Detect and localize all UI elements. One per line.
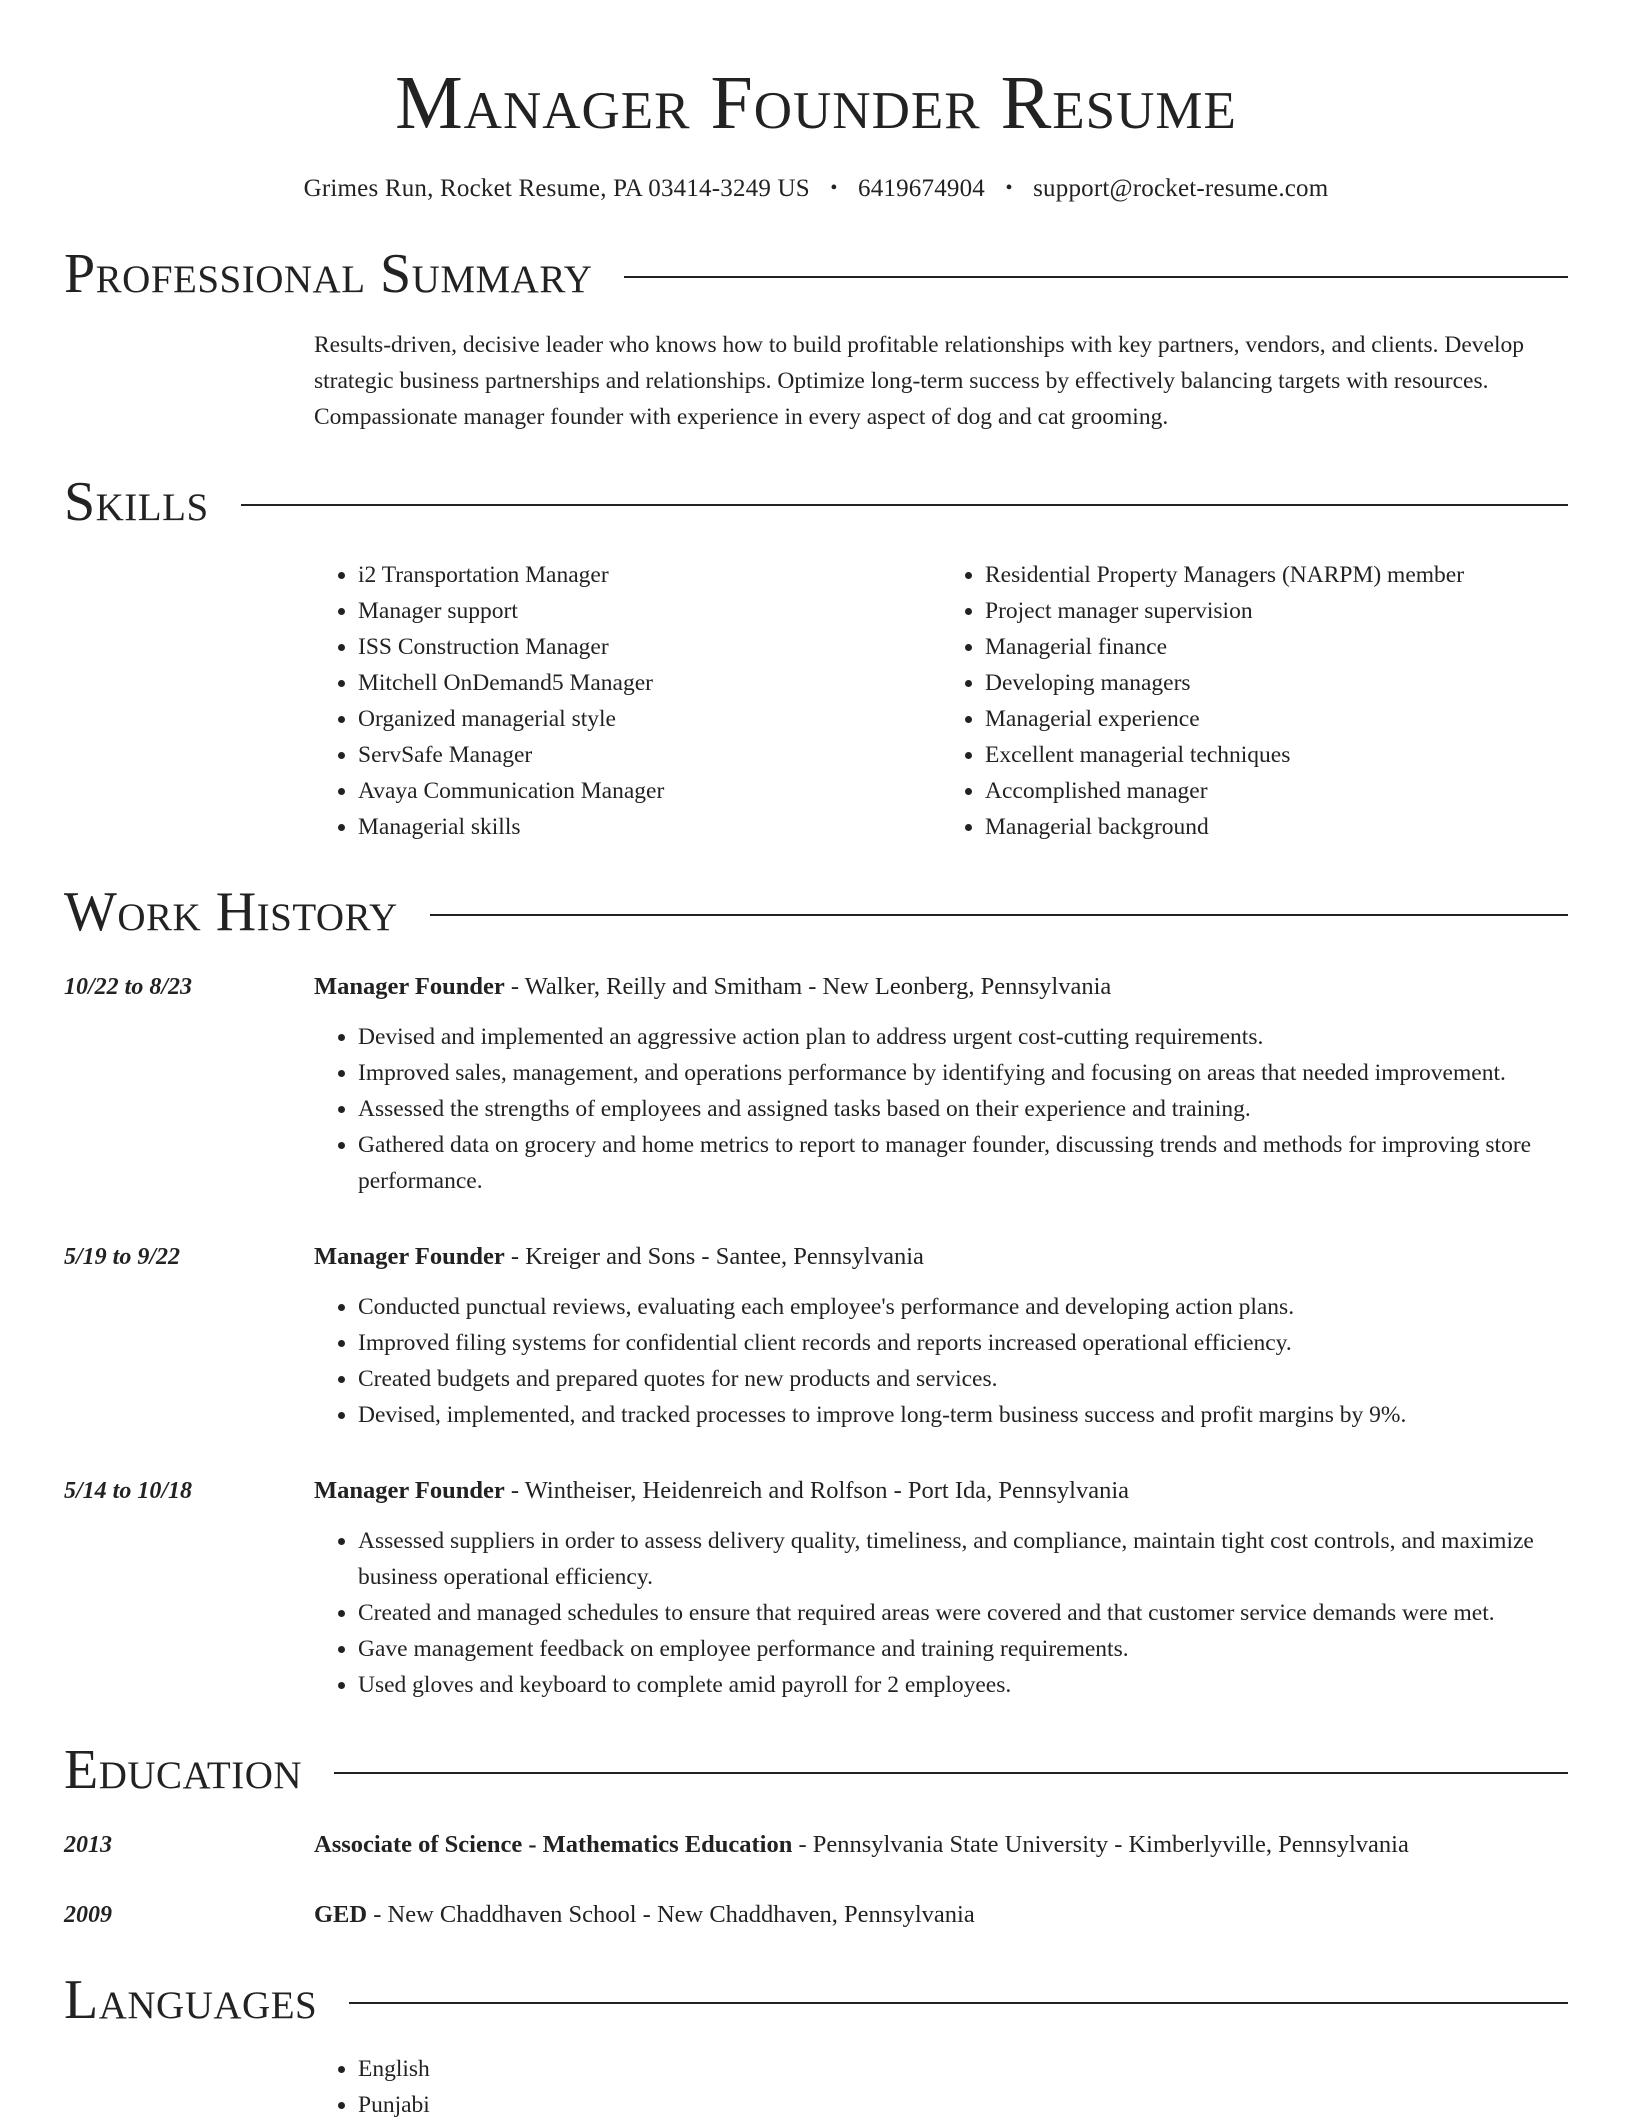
skill-item: • Accomplished manager <box>985 773 1568 809</box>
job-entry <box>64 969 1568 1199</box>
resume-title: Manager Founder Resume <box>395 61 1237 145</box>
education-line <box>314 1897 975 1933</box>
section-divider <box>624 276 1568 278</box>
job-title: Manager Founder <box>314 973 505 1000</box>
job-bullet: • Devised and implemented an aggressive action plan to address urgent cost-cutting requirements. <box>358 1019 1568 1055</box>
language-item: • Punjabi <box>358 2087 1568 2123</box>
languages-section-header <box>64 1965 1568 2035</box>
job-bullet: • Created and managed schedules to ensure that required areas were covered and that customer service demands were met. <box>358 1595 1568 1631</box>
section-heading: Professional Summary <box>64 243 593 305</box>
skill-item: • Residential Property Managers (NARPM) member <box>985 557 1568 593</box>
skill-item: • i2 Transportation Manager <box>358 557 941 593</box>
job-bullet: • Conducted punctual reviews, evaluating each employee's performance and developing action plans. <box>358 1289 1568 1325</box>
job-employer: - Walker, Reilly and Smitham - New Leonberg, Pennsylvania <box>504 973 1112 1000</box>
job-bullet: • Created budgets and prepared quotes for new products and services. <box>358 1361 1568 1397</box>
skill-item: • Managerial background <box>985 809 1568 845</box>
section-heading: Skills <box>64 471 209 533</box>
job-entry <box>64 1473 1568 1703</box>
education-section-header <box>64 1735 1568 1805</box>
job-bullet: • Gave management feedback on employee performance and training requirements. <box>358 1631 1568 1667</box>
skills-list <box>314 557 1568 845</box>
language-item: • English <box>358 2051 1568 2087</box>
skill-item: • Managerial finance <box>985 629 1568 665</box>
languages-bullets <box>314 2051 1568 2123</box>
education-year: 2009 <box>64 1902 112 1928</box>
education-school: - New Chaddhaven School - New Chaddhaven, Pennsylvania <box>367 1901 975 1928</box>
education-school: - Pennsylvania State University - Kimberlyville, Pennsylvania <box>792 1831 1409 1858</box>
job-bullet: • Improved filing systems for confidential client records and reports increased operational efficiency. <box>358 1325 1568 1361</box>
education-degree: Associate of Science - Mathematics Education <box>314 1831 793 1858</box>
job-employer: - Wintheiser, Heidenreich and Rolfson - Port Ida, Pennsylvania <box>504 1477 1130 1504</box>
job-bullet: • Used gloves and keyboard to complete amid payroll for 2 employees. <box>358 1667 1568 1703</box>
section-heading: Languages <box>64 1969 318 2031</box>
contact-phone: 6419674904 <box>858 175 985 202</box>
skill-item: • ServSafe Manager <box>358 737 941 773</box>
job-bullets <box>314 1019 1568 1199</box>
job-heading <box>314 1239 1568 1275</box>
work-section-header <box>64 877 1568 947</box>
job-title: Manager Founder <box>314 1243 505 1270</box>
education-line <box>314 1827 1409 1863</box>
skill-item: • Excellent managerial techniques <box>985 737 1568 773</box>
job-bullets <box>314 1289 1568 1433</box>
section-heading: Education <box>64 1739 303 1801</box>
summary-section-header <box>64 239 1568 309</box>
summary-text: Results-driven, decisive leader who knows how to build profitable relationships with key partners, vendors, and clients. Develop strategic business partnerships and relationships. Optimize long-term success by effectively balancing targets with resources. Compassionate manager founder with experience in every aspect of dog and cat grooming. <box>314 332 1524 430</box>
job-heading <box>314 969 1568 1005</box>
section-divider <box>430 914 1568 916</box>
job-bullet: • Improved sales, management, and operations performance by identifying and focusing on areas that needed improvement. <box>358 1055 1568 1091</box>
education-entry <box>64 1827 1568 1863</box>
skill-item: • Project manager supervision <box>985 593 1568 629</box>
languages-list <box>314 2051 1568 2123</box>
section-divider <box>241 504 1568 506</box>
education-degree: GED <box>314 1901 368 1928</box>
skills-column-right <box>941 557 1568 845</box>
skills-column-left <box>314 557 941 845</box>
skill-item: • Developing managers <box>985 665 1568 701</box>
job-bullet: • Assessed suppliers in order to assess delivery quality, timeliness, and compliance, maintain tight cost controls, and maximize business operational efficiency. <box>358 1523 1568 1595</box>
skill-item: • Organized managerial style <box>358 701 941 737</box>
job-bullet: • Assessed the strengths of employees and assigned tasks based on their experience and training. <box>358 1091 1568 1127</box>
skill-item: • Managerial skills <box>358 809 941 845</box>
job-title: Manager Founder <box>314 1477 505 1504</box>
job-body <box>314 969 1568 1199</box>
contact-email: support@rocket-resume.com <box>1033 175 1329 202</box>
contact-separator: • <box>830 177 838 199</box>
section-divider <box>349 2002 1568 2004</box>
section-heading: Work History <box>64 881 398 943</box>
skill-item: • Manager support <box>358 593 941 629</box>
job-dates: 5/14 to 10/18 <box>64 1478 193 1504</box>
contact-line <box>64 172 1568 207</box>
skill-item: • ISS Construction Manager <box>358 629 941 665</box>
job-employer: - Kreiger and Sons - Santee, Pennsylvania <box>504 1243 924 1270</box>
job-heading <box>314 1473 1568 1509</box>
job-bullets <box>314 1523 1568 1703</box>
section-divider <box>334 1772 1568 1774</box>
skill-item: • Mitchell OnDemand5 Manager <box>358 665 941 701</box>
job-bullet: • Gathered data on grocery and home metrics to report to manager founder, discussing trends and methods for improving store performance. <box>358 1127 1568 1199</box>
skill-item: • Avaya Communication Manager <box>358 773 941 809</box>
job-body <box>314 1473 1568 1703</box>
job-dates: 10/22 to 8/23 <box>64 974 193 1000</box>
job-bullet: • Devised, implemented, and tracked processes to improve long-term business success and profit margins by 9%. <box>358 1397 1568 1433</box>
job-dates: 5/19 to 9/22 <box>64 1244 181 1270</box>
contact-separator: • <box>1005 177 1013 199</box>
contact-address: Grimes Run, Rocket Resume, PA 03414-3249 US <box>303 175 810 202</box>
skill-item: • Managerial experience <box>985 701 1568 737</box>
job-entry <box>64 1239 1568 1433</box>
education-entry <box>64 1897 1568 1933</box>
skills-section-header <box>64 467 1568 537</box>
education-year: 2013 <box>64 1832 112 1858</box>
job-body <box>314 1239 1568 1433</box>
